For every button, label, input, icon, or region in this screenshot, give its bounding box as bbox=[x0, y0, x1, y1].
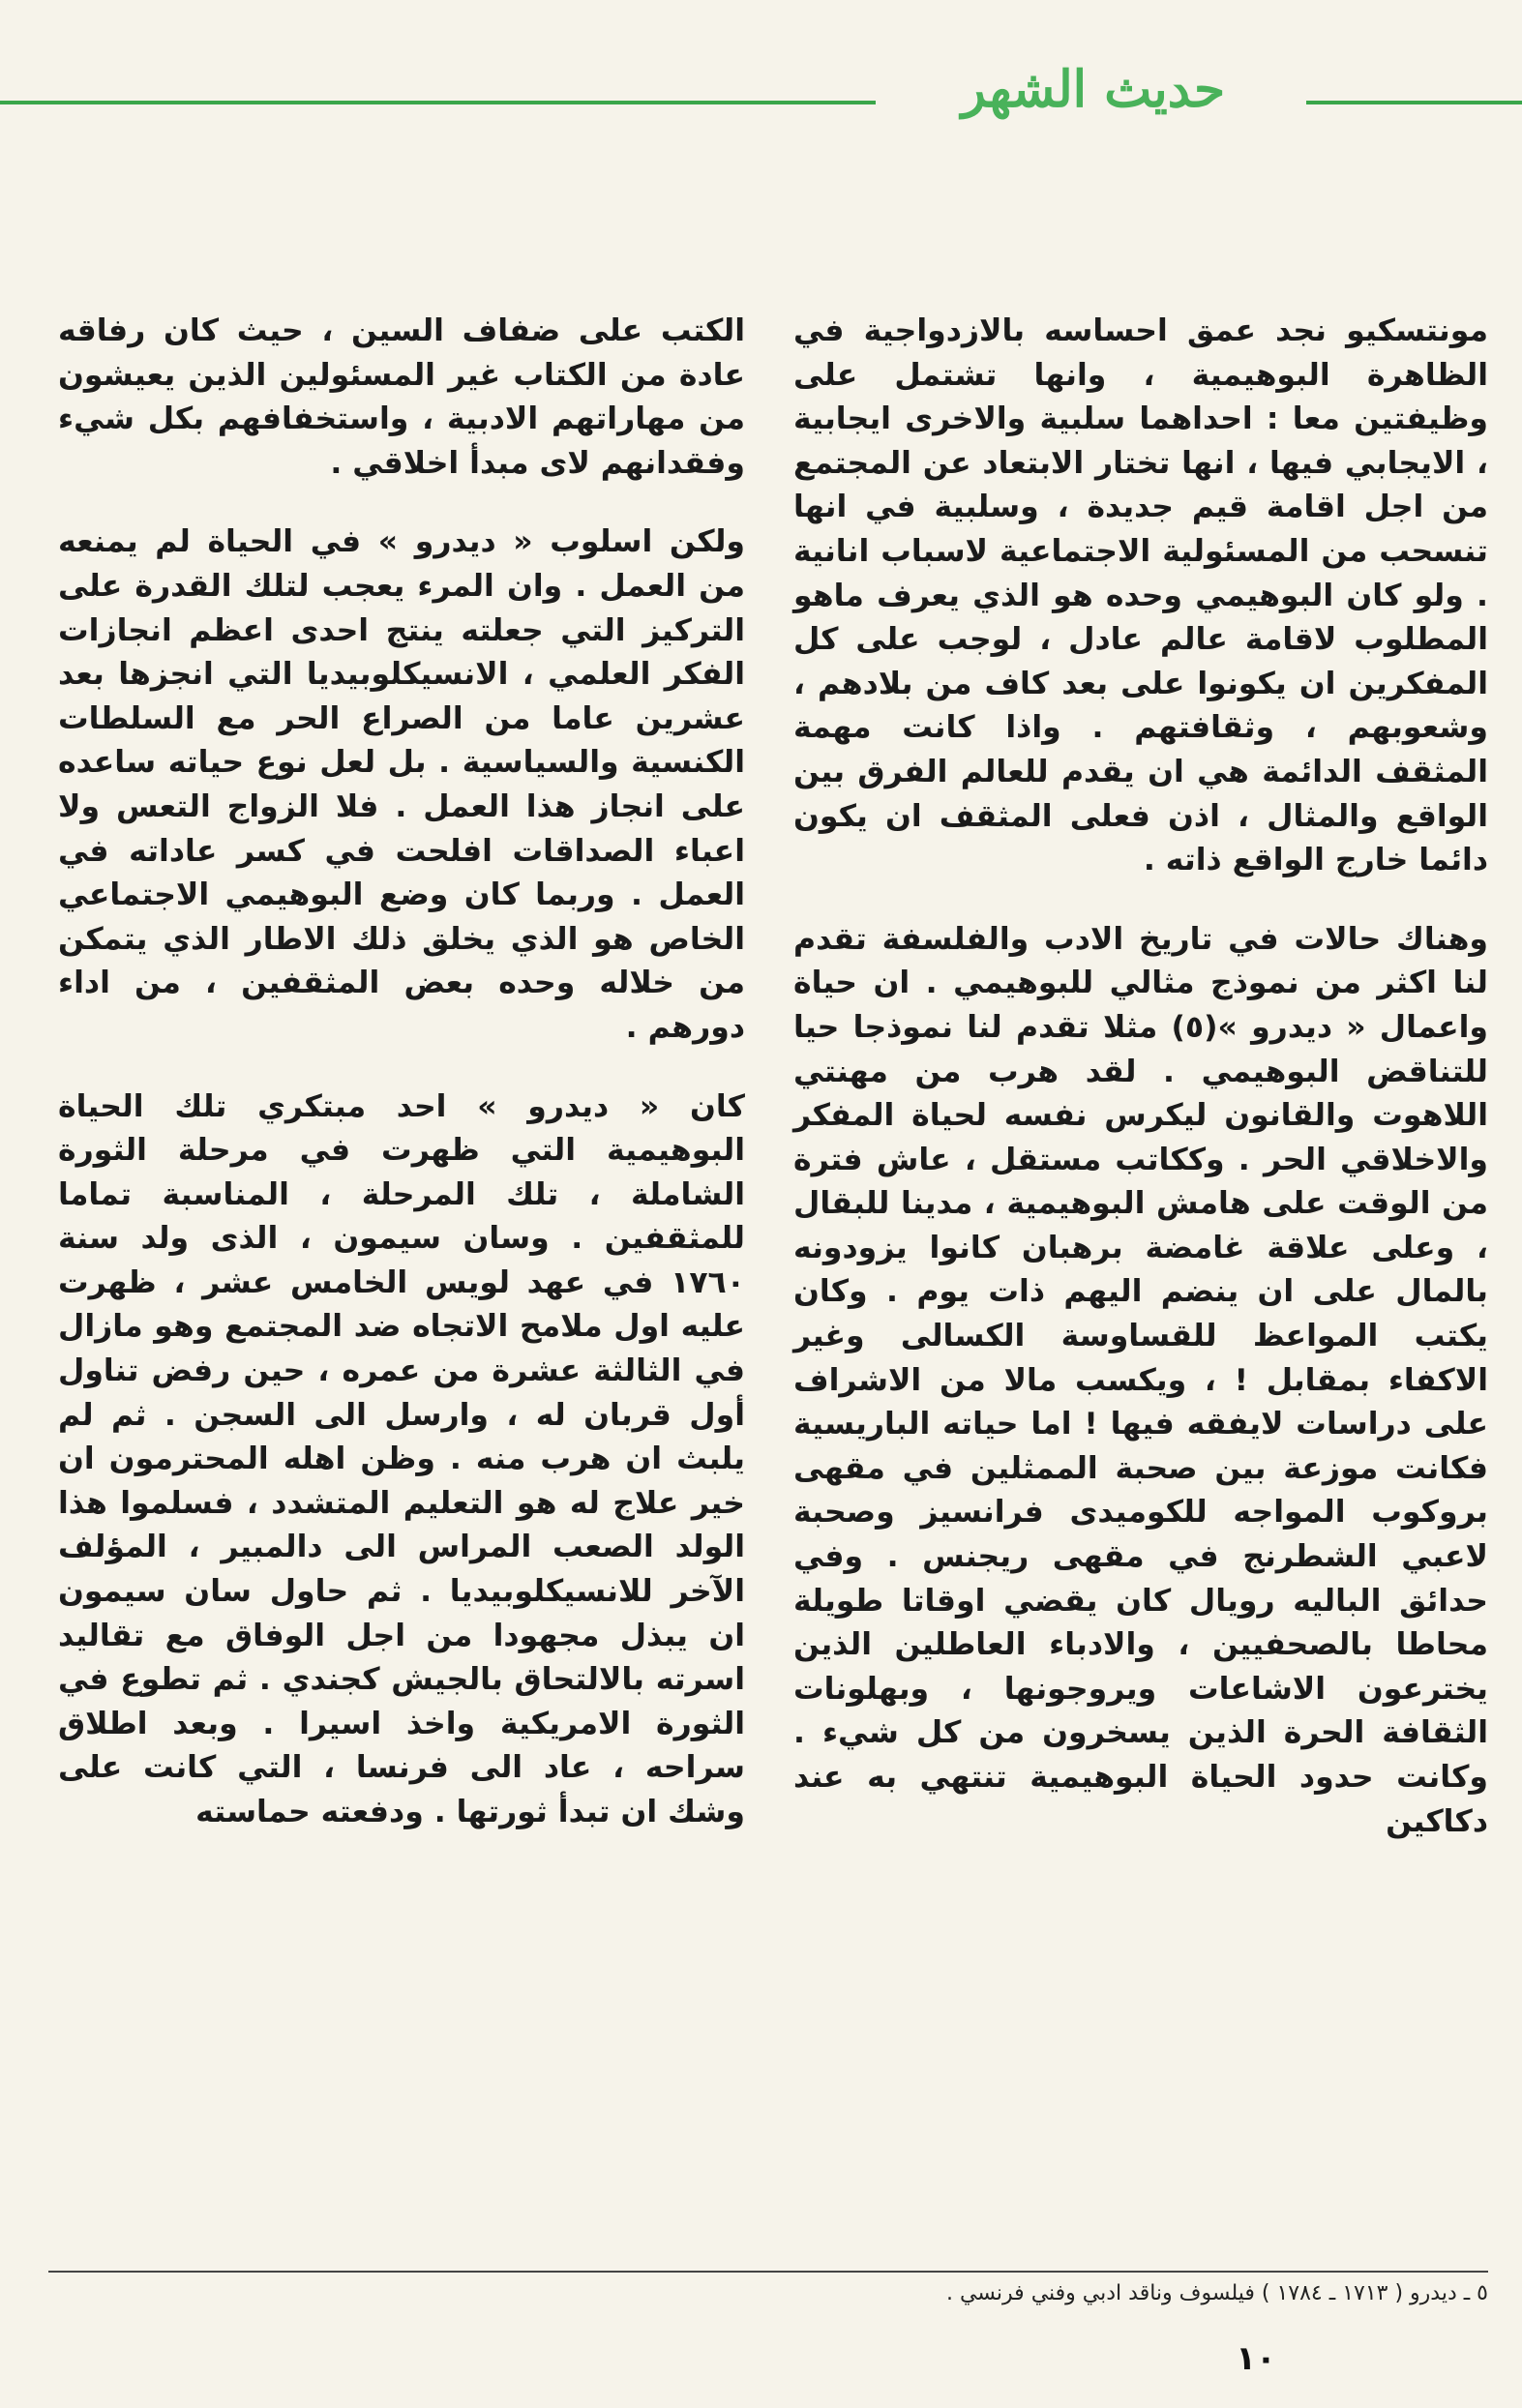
article-right-column bbox=[793, 310, 1488, 1844]
header-rule-right bbox=[1306, 101, 1522, 104]
left-paragraph-3: كان « ديدرو » احد مبتكري تلك الحياة البوهيمية التي ظهرت في مرحلة الثورة الشاملة ، تلك المرحلة ، المناسبة تماما للمثقفين . وسان سيمون ، الذى ولد سنة ١٧٦٠ في عهد لويس الخامس عشر ، ظهرت عليه اول ملامح الاتجاه ضد المجتمع وهو مازال في الثالثة عشرة من عمره ، حين رفض تناول أول قربان له ، وارسل الى السجن . ثم لم يلبث ان هرب منه . وظن اهله المحترمون ان خير علاج له هو التعليم المتشدد ، فسلموا هذا الولد الصعب المراس الى دالمبير ، المؤلف الآخر للانسيكلوبيديا . ثم حاول سان سيمون ان يبذل مجهودا من اجل الوفاق مع تقاليد اسرته بالالتحاق بالجيش كجندي . ثم تطوع في الثورة الامريكية واخذ اسيرا . وبعد اطلاق سراحه ، عاد الى فرنسا ، التي كانت على وشك ان تبدأ ثورتها . ودفعته حماسته bbox=[58, 1088, 745, 1829]
right-paragraph-2: وهناك حالات في تاريخ الادب والفلسفة تقدم لنا اكثر من نموذج مثالي للبوهيمي . ان حياة واعمال « ديدرو »(٥) مثلا تقدم لنا نموذجا حيا للتناقض البوهيمي . لقد هرب من مهنتي اللاهوت والقانون ليكرس نفسه لحياة المفكر والاخلاقي الحر . وككاتب مستقل ، عاش فترة من الوقت على هامش البوهيمية ، مدينا للبقال ، وعلى علاقة غامضة برهبان كانوا يزودونه بالمال على ان ينضم اليهم ذات يوم . وكان يكتب المواعظ للقساوسة الكسالى وغير الاكفاء بمقابل ! ، ويكسب مالا من الاشراف على دراسات لايفقه فيها ! اما حياته الباريسية فكانت موزعة بين صحبة الممثلين في مقهى بروكوب المواجه للكوميدى فرانسيز وصحبة لاعبي الشطرنج في مقهى ريجنس . وفي حدائق الباليه رويال كان يقضي اوقاتا طويلة محاطا بالصحفيين ، والادباء العاطلين الذين يخترعون الاشاعات ويروجونها ، وبهلونات الثقافة الحرة الذين يسخرون من كل شيء . وكانت حدود الحياة البوهيمية تنتهي به عند دكاكين bbox=[793, 921, 1488, 1839]
section-title: حديث الشهر bbox=[961, 60, 1226, 119]
page-number: ١٠ bbox=[1236, 2339, 1276, 2378]
footnote-divider bbox=[48, 2271, 1488, 2273]
footnote: ٥ ـ ديدرو ( ١٧١٣ ـ ١٧٨٤ ) فيلسوف وناقد ادبي وفني فرنسي . bbox=[945, 2281, 1488, 2305]
header-rule bbox=[0, 101, 876, 104]
left-paragraph-1: الكتب على ضفاف السين ، حيث كان رفاقه عادة من الكتاب غير المسئولين الذين يعيشون من مهاراتهم الادبية ، واستخفافهم بكل شيء وفقدانهم لاى مبدأ اخلاقي . bbox=[58, 313, 745, 481]
article-left-column bbox=[58, 310, 745, 1835]
left-paragraph-2: ولكن اسلوب « ديدرو » في الحياة لم يمنعه من العمل . وان المرء يعجب لتلك القدرة على التركيز التي جعلته ينتج احدى اعظم انجازات الفكر العلمي ، الانسيكلوبيديا التي انجزها بعد عشرين عاما من الصراع الحر مع السلطات الكنسية والسياسية . بل لعل نوع حياته ساعده على انجاز هذا العمل . فلا الزواج التعس ولا اعباء الصداقات افلحت في كسر عاداته في العمل . وربما كان وضع البوهيمي الاجتماعي الخاص هو الذي يخلق ذلك الاطار الذي يتمكن من خلاله وحده بعض المثقفين ، من اداء دورهم . bbox=[58, 524, 745, 1045]
right-paragraph-1: مونتسكيو نجد عمق احساسه بالازدواجية في الظاهرة البوهيمية ، وانها تشتمل على وظيفتين معا : احداهما سلبية والاخرى ايجابية ، الايجابي فيها ، انها تختار الابتعاد عن المجتمع من اجل اقامة قيم جديدة ، وسلبية في انها تنسحب من المسئولية الاجتماعية لاسباب انانية . ولو كان البوهيمي وحده هو الذي يعرف ماهو المطلوب لاقامة عالم عادل ، لوجب على كل المفكرين ان يكونوا على بعد كاف من بلادهم ، وشعوبهم ، وثقافتهم . واذا كانت مهمة المثقف الدائمة هي ان يقدم للعالم الفرق بين الواقع والمثال ، اذن فعلى المثقف ان يكون دائما خارج الواقع ذاته . bbox=[793, 313, 1488, 878]
